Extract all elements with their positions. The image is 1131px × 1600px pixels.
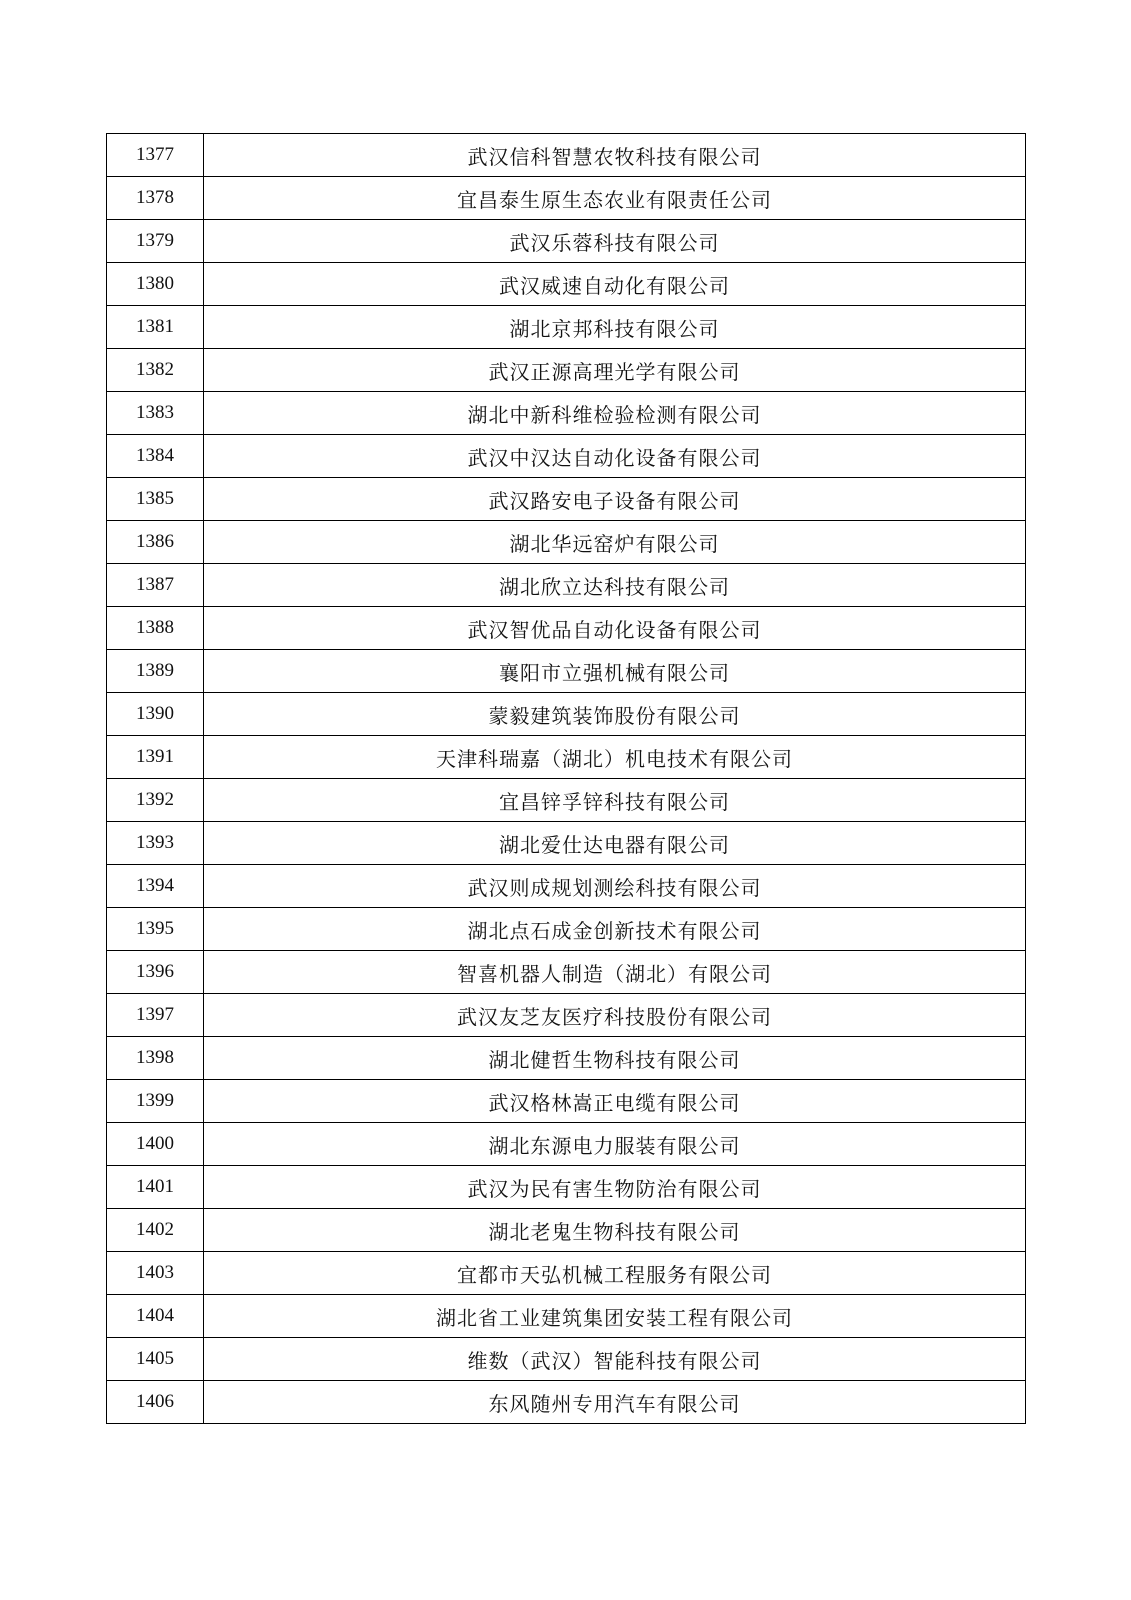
company-name: 武汉威速自动化有限公司 <box>204 263 1026 306</box>
row-number: 1392 <box>107 779 204 822</box>
row-number: 1391 <box>107 736 204 779</box>
company-name: 武汉正源高理光学有限公司 <box>204 349 1026 392</box>
row-number: 1401 <box>107 1166 204 1209</box>
table-row <box>107 306 1026 349</box>
row-number: 1383 <box>107 392 204 435</box>
table-row <box>107 1209 1026 1252</box>
table-row <box>107 865 1026 908</box>
company-name: 湖北点石成金创新技术有限公司 <box>204 908 1026 951</box>
company-name: 宜都市天弘机械工程服务有限公司 <box>204 1252 1026 1295</box>
row-number: 1387 <box>107 564 204 607</box>
table-row <box>107 1166 1026 1209</box>
row-number: 1386 <box>107 521 204 564</box>
row-number: 1399 <box>107 1080 204 1123</box>
company-name: 湖北健哲生物科技有限公司 <box>204 1037 1026 1080</box>
table-row <box>107 177 1026 220</box>
row-number: 1395 <box>107 908 204 951</box>
table-row <box>107 134 1026 177</box>
row-number: 1406 <box>107 1381 204 1424</box>
company-name: 湖北东源电力服装有限公司 <box>204 1123 1026 1166</box>
row-number: 1403 <box>107 1252 204 1295</box>
row-number: 1390 <box>107 693 204 736</box>
table-row <box>107 908 1026 951</box>
company-name: 宜昌锌孚锌科技有限公司 <box>204 779 1026 822</box>
table-row <box>107 1037 1026 1080</box>
company-name: 湖北中新科维检验检测有限公司 <box>204 392 1026 435</box>
company-list-table <box>106 133 1026 1424</box>
table-row <box>107 736 1026 779</box>
company-name: 武汉为民有害生物防治有限公司 <box>204 1166 1026 1209</box>
company-name: 蒙毅建筑装饰股份有限公司 <box>204 693 1026 736</box>
company-name: 武汉乐蓉科技有限公司 <box>204 220 1026 263</box>
table-row <box>107 1080 1026 1123</box>
row-number: 1404 <box>107 1295 204 1338</box>
row-number: 1377 <box>107 134 204 177</box>
table-row <box>107 349 1026 392</box>
company-name: 智喜机器人制造（湖北）有限公司 <box>204 951 1026 994</box>
table-row <box>107 1252 1026 1295</box>
company-name: 襄阳市立强机械有限公司 <box>204 650 1026 693</box>
row-number: 1378 <box>107 177 204 220</box>
table-row <box>107 521 1026 564</box>
company-name: 东风随州专用汽车有限公司 <box>204 1381 1026 1424</box>
table-row <box>107 1123 1026 1166</box>
company-name: 武汉路安电子设备有限公司 <box>204 478 1026 521</box>
company-name: 湖北华远窑炉有限公司 <box>204 521 1026 564</box>
row-number: 1400 <box>107 1123 204 1166</box>
row-number: 1402 <box>107 1209 204 1252</box>
table-row <box>107 220 1026 263</box>
table-row <box>107 607 1026 650</box>
table-row <box>107 478 1026 521</box>
row-number: 1382 <box>107 349 204 392</box>
table-row <box>107 822 1026 865</box>
table-row <box>107 779 1026 822</box>
row-number: 1380 <box>107 263 204 306</box>
company-name: 湖北省工业建筑集团安装工程有限公司 <box>204 1295 1026 1338</box>
row-number: 1405 <box>107 1338 204 1381</box>
table-row <box>107 263 1026 306</box>
table-row <box>107 564 1026 607</box>
row-number: 1397 <box>107 994 204 1037</box>
company-name: 武汉智优品自动化设备有限公司 <box>204 607 1026 650</box>
company-name: 湖北欣立达科技有限公司 <box>204 564 1026 607</box>
company-name: 湖北爱仕达电器有限公司 <box>204 822 1026 865</box>
row-number: 1384 <box>107 435 204 478</box>
row-number: 1394 <box>107 865 204 908</box>
company-name: 维数（武汉）智能科技有限公司 <box>204 1338 1026 1381</box>
company-name: 武汉格林嵩正电缆有限公司 <box>204 1080 1026 1123</box>
row-number: 1396 <box>107 951 204 994</box>
company-name: 武汉中汉达自动化设备有限公司 <box>204 435 1026 478</box>
row-number: 1379 <box>107 220 204 263</box>
table-row <box>107 1295 1026 1338</box>
table-row <box>107 951 1026 994</box>
company-name: 武汉友芝友医疗科技股份有限公司 <box>204 994 1026 1037</box>
company-name: 武汉信科智慧农牧科技有限公司 <box>204 134 1026 177</box>
table-row <box>107 1381 1026 1424</box>
company-name: 湖北京邦科技有限公司 <box>204 306 1026 349</box>
table-row <box>107 392 1026 435</box>
table-row <box>107 994 1026 1037</box>
row-number: 1398 <box>107 1037 204 1080</box>
table-body <box>107 134 1026 1424</box>
row-number: 1393 <box>107 822 204 865</box>
table-row <box>107 435 1026 478</box>
table-row <box>107 693 1026 736</box>
company-name: 湖北老鬼生物科技有限公司 <box>204 1209 1026 1252</box>
row-number: 1381 <box>107 306 204 349</box>
company-name: 宜昌泰生原生态农业有限责任公司 <box>204 177 1026 220</box>
company-name: 天津科瑞嘉（湖北）机电技术有限公司 <box>204 736 1026 779</box>
row-number: 1388 <box>107 607 204 650</box>
table-row <box>107 650 1026 693</box>
table-row <box>107 1338 1026 1381</box>
row-number: 1389 <box>107 650 204 693</box>
row-number: 1385 <box>107 478 204 521</box>
company-name: 武汉则成规划测绘科技有限公司 <box>204 865 1026 908</box>
